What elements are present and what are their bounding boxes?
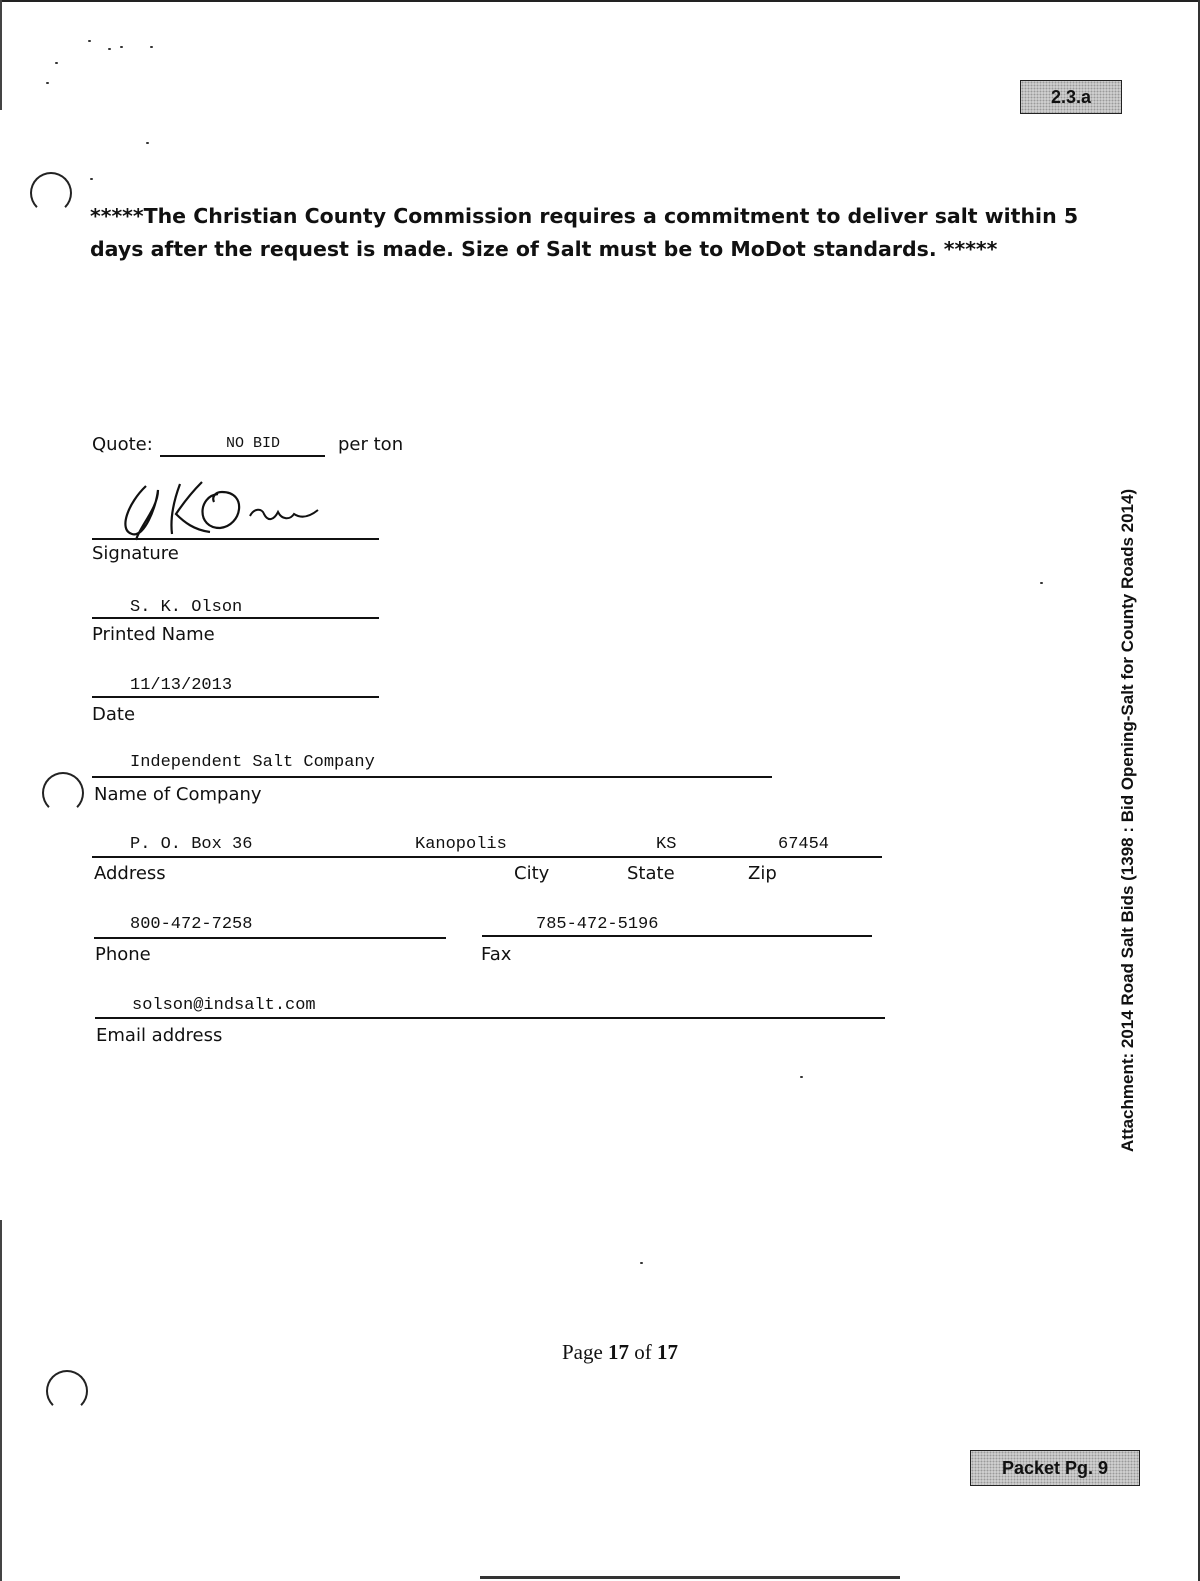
delivery-requirement-notice: *****The Christian County Commission requires a commitment to deliver salt within 5 days after the request is made. Size of Salt must be to MoDot standards. ***** [90,204,1079,261]
scan-speck [1040,582,1043,584]
fax-line [482,935,872,937]
scan-speck [146,142,149,144]
quote-line [160,455,325,457]
page-border-left-gap [0,110,3,1220]
company-label: Name of Company [94,784,262,805]
date-label: Date [92,704,136,725]
punch-hole [42,772,84,814]
city-label: City [514,863,550,884]
phone-line [94,937,446,939]
item-number-stamp: 2.3.a [1020,80,1122,114]
signature-label: Signature [92,543,179,564]
scan-speck [88,40,91,42]
scan-speck [120,46,123,48]
page-total: 17 [657,1340,679,1364]
page-border-top [0,0,1200,2]
punch-hole [30,172,72,214]
date-line [92,696,379,698]
scan-speck [90,178,93,180]
printed-name-value: S. K. Olson [130,598,243,617]
quote-unit-label: per ton [338,434,404,455]
phone-value: 800-472-7258 [130,915,253,934]
page-number [0,1340,1200,1365]
city-value: Kanopolis [415,835,507,854]
page-current: 17 [608,1340,630,1364]
state-label: State [627,863,675,884]
company-line [92,776,772,778]
printed-name-label: Printed Name [92,624,215,645]
page-border-bottom [480,1576,900,1579]
zip-value: 67454 [778,835,830,854]
address-line [92,856,882,858]
printed-name-line [92,617,379,619]
date-value: 11/13/2013 [130,676,233,695]
address-value: P. O. Box 36 [130,835,253,854]
quote-label: Quote: [92,434,153,455]
fax-value: 785-472-5196 [536,915,659,934]
signature-line [92,538,379,540]
scan-speck [108,48,111,50]
scan-speck [55,62,58,64]
attachment-side-label: Attachment: 2014 Road Salt Bids (1398 : Bid Opening-Salt for County Roads 2014) [1118,488,1137,1152]
address-label: Address [94,863,166,884]
scan-speck [640,1262,643,1264]
company-value: Independent Salt Company [130,753,375,772]
page-prefix: Page [561,1340,609,1364]
state-value: KS [656,835,677,854]
zip-label: Zip [748,863,777,884]
phone-label: Phone [95,944,151,965]
quote-value: NO BID [226,435,281,452]
email-label: Email address [96,1025,223,1046]
email-line [95,1017,885,1019]
punch-hole [46,1370,88,1412]
packet-page-stamp: Packet Pg. 9 [970,1450,1140,1486]
fax-label: Fax [481,944,512,965]
scan-speck [800,1076,803,1078]
scan-speck [46,82,49,84]
page-of: of [629,1340,658,1364]
scan-speck [150,46,153,48]
email-value: solson@indsalt.com [132,996,316,1015]
